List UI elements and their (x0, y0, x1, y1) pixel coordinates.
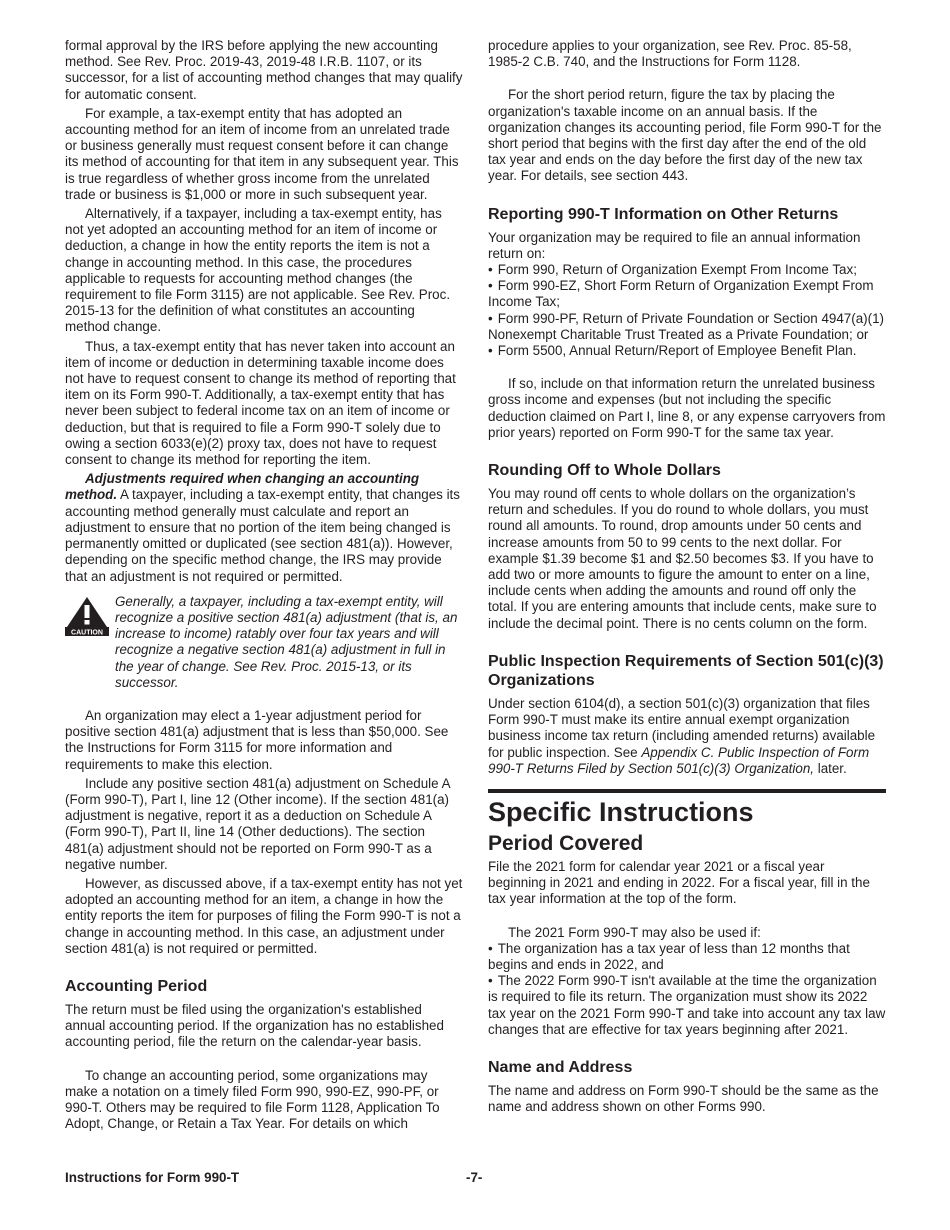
section-heading: Name and Address (488, 1058, 633, 1076)
section-heading: Rounding Off to Whole Dollars (488, 462, 721, 480)
right-column (488, 38, 886, 1115)
section-rule (488, 789, 886, 793)
paragraph: Include any positive section 481(a) adjustment on Schedule A (Form 990-T), Part I, line 12 (Other income). If the section 481(a) adjustment is negative, report it as a deduction on Schedule A (Form 990-T), Part II, line 14 (Other deductions). The section 481(a) adjustment should not be reported on Form 990-T as a negative number. (65, 775, 450, 872)
paragraph: The return must be filed using the organization's established annual accounting period. If the organization has no established accounting period, file the return on the calendar-year basis. (65, 1001, 444, 1050)
bullet-item: • Form 5500, Annual Return/Report of Employee Benefit Plan. (488, 343, 886, 359)
paragraph: However, as discussed above, if a tax-exempt entity has not yet adopted an accounting method for an item, a change in how the entity reports the item for purposes of filing the Form 990-T is not a change in accounting method. In this case, an adjustment under section 481(a) is not required or permitted. (65, 875, 463, 956)
paragraph: File the 2021 form for calendar year 2021 or a fiscal year beginning in 2021 and ending in 2022. For a fiscal year, fill in the tax year information at the top of the form. (488, 858, 870, 907)
paragraph: An organization may elect a 1-year adjustment period for positive section 481(a) adjustment that is less than $50,000. See the Instructions for Form 3115 for more information and requirements to make this election. (65, 707, 449, 772)
paragraph: formal approval by the IRS before applying the new accounting method. See Rev. Proc. 2019-43, 2019-48 I.R.B. 1107, or its successor, for a list of accounting method changes that may qualify for automatic consent. (65, 38, 463, 102)
paragraph: The 2021 Form 990-T may also be used if: (508, 924, 761, 940)
subsection-heading: Period Covered (488, 831, 644, 855)
paragraph: Thus, a tax-exempt entity that has never taken into account an item of income or deduction in determining taxable income does not have to request consent to change its method of reporting that item on its Form 990-T. Additionally, a tax-exempt entity that has never been subject to federal income tax on an item of income or deduction, but that is required to file a Form 990-T solely due to owing a section 6033(e)(2) proxy tax, does not have to request consent to change its method for reporting the item. (65, 338, 456, 468)
paragraph: You may round off cents to whole dollars on the organization’s return and schedules. If you do round to whole dollars, you must round all amounts. To round, drop amounts under 50 cents and increase amounts from 50 to 99 cents to the next dollar. For example $1.39 become $1 and $2.50 becomes $3. If you have to add two or more amounts to figure the amount to enter on a line, include cents when adding the amounts and round off only the total. If you are entering amounts that include cents, make sure to include the decimal point. There is no cents column on the form. (488, 486, 877, 631)
caution-icon (65, 596, 109, 636)
caution-text: Generally, a taxpayer, including a tax-exempt entity, will recognize a positive section 481(a) adjustment (that is, an increase to income) ratably over four tax years and will recognize a negative section 481(a) adjustment in full in the year of change. See Rev. Proc. 2015-13, or its successor. (115, 593, 458, 690)
paragraph: Under section 6104(d), a section 501(c)(3) organization that files Form 990-T must make its entire annual exempt organization business income tax return (including amended returns) available for public inspection. See Appendix C. Public Inspection of Form 990-T Returns Filed by Section 501(c)(3) Organization, later. (488, 695, 876, 776)
paragraph: Your organization may be required to file an annual information return on: (488, 229, 861, 261)
paragraph: To change an accounting period, some organizations may make a notation on a timely filed Form 990, 990-EZ, 990-PF, or 990-T. Others may be required to file Form 1128, Application To Adopt, Change, or Retain a Tax Year. For details on which (65, 1067, 440, 1132)
footer-title: Instructions for Form 990-T (65, 1170, 240, 1185)
caution-label: CAUTION (71, 629, 103, 636)
bullet-item: • Form 990-EZ, Short Form Return of Organization Exempt From Income Tax; (488, 278, 886, 310)
paragraph: For the short period return, figure the tax by placing the organization's taxable income on an annual basis. If the organization changes its accounting period, file Form 990-T for the short period that begins with the first day after the end of the old tax year and ends on the day before the first day of the new tax year. For details, see section 443. (488, 87, 882, 184)
paragraph: If so, include on that information return the unrelated business gross income and expenses (but not including the specific deduction claimed on Part I, line 8, or any expense carryovers from prior years) reported on Form 990-T for the same tax year. (488, 376, 886, 440)
bullet-item: • The 2022 Form 990-T isn't available at the time the organization is required to file its return. The organization must show its 2022 tax year on the 2021 Form 990-T and take into account any tax law changes that are effective for tax years beginning after 2021. (488, 973, 886, 1038)
section-heading: Public Inspection Requirements of Section 501(c)(3) Organizations (488, 652, 884, 689)
paragraph: Adjustments required when changing an accounting method. A taxpayer, including a tax-exempt entity, that changes its accounting method generally must calculate and report an adjustment to ensure that no portion of the item being changed is permanently omitted or duplicated (see section 481(a)). However, depending on the specific method change, the IRS may provide that an adjustment is not required or permitted. (65, 471, 460, 584)
section-heading: Accounting Period (65, 977, 208, 995)
left-column (65, 38, 463, 1132)
page-number: -7- (466, 1170, 483, 1185)
run-in-heading: Adjustments required when changing an accounting method. (65, 471, 420, 503)
paragraph: procedure applies to your organization, see Rev. Proc. 85-58, 1985-2 C.B. 740, and the Instructions for Form 1128. (488, 38, 852, 70)
page-heading: Specific Instructions (488, 796, 754, 827)
bullet-item: • Form 990-PF, Return of Private Foundation or Section 4947(a)(1) Nonexempt Charitable Trust Treated as a Private Foundation; or (488, 311, 886, 343)
bullet-item: • Form 990, Return of Organization Exempt From Income Tax; (488, 262, 886, 278)
paragraph: The name and address on Form 990-T should be the same as the name and address shown on other Forms 990. (488, 1082, 879, 1115)
section-heading: Reporting 990-T Information on Other Returns (488, 205, 839, 223)
paragraph: For example, a tax-exempt entity that has adopted an accounting method for an item of income from an unrelated trade or business generally must request consent before it can change its method of accounting for that item in any subsequent year. This is true regardless of whether gross income from the unrelated trade or business is $1,000 or more in such subsequent year. (65, 105, 459, 202)
paragraph: Alternatively, if a taxpayer, including a tax-exempt entity, has not yet adopted an accounting method for an item of income or deduction, a change in how the entity reports the item is not a change in accounting method. In this case, the procedures applicable to requests for accounting method changes (the requirement to file Form 3115) are not applicable. See Rev. Proc. 2015-13 for the definition of what constitutes an accounting method change. (65, 206, 451, 335)
bullet-item: • The organization has a tax year of less than 12 months that begins and ends in 2022, and (488, 941, 886, 973)
caution-box (65, 594, 463, 691)
